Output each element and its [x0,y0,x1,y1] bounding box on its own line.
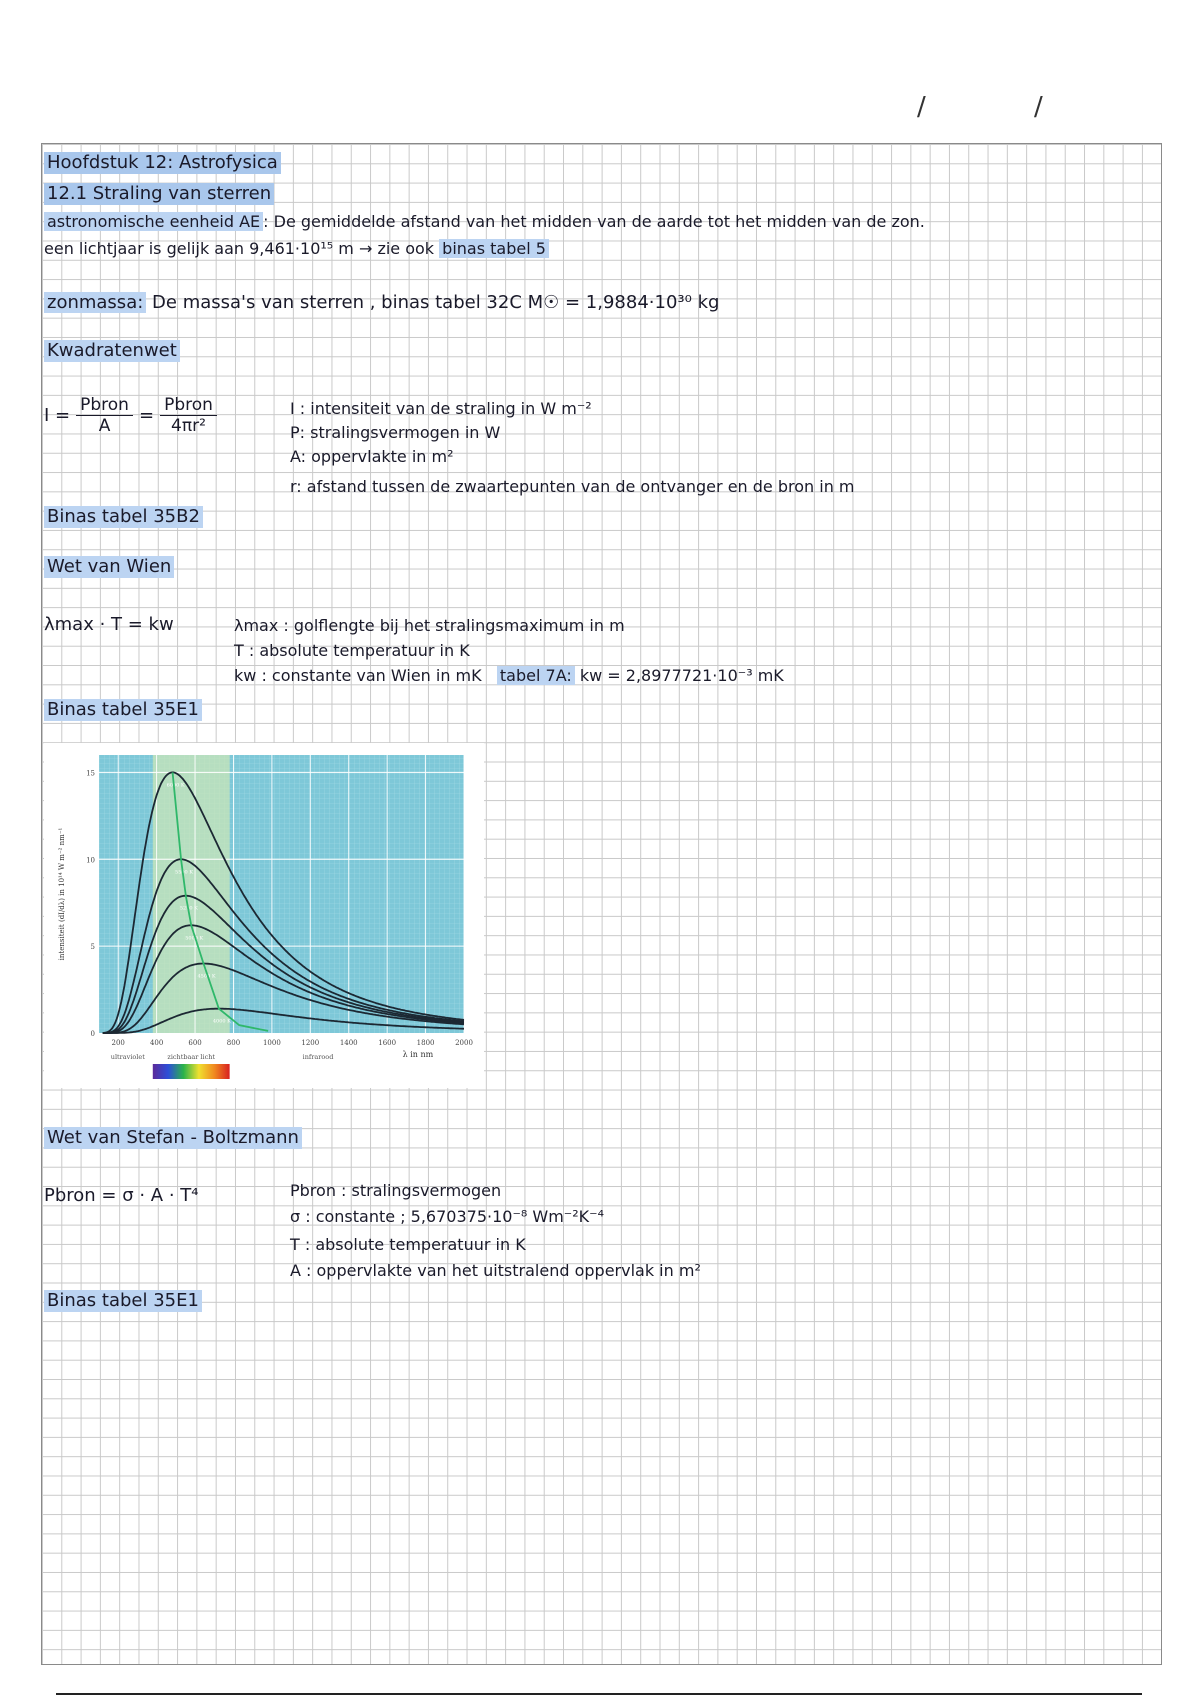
curve-label: 5500 K [175,869,194,876]
x-tick-label: 400 [149,1039,164,1047]
blackbody-chart [44,743,484,1088]
date-slash-2: / [1034,92,1043,122]
kwadraten-binas: Binas tabel 35B2 [44,506,203,528]
fraction-1-numerator: Pbron [76,395,133,416]
wien-legend-3-line [234,665,784,687]
y-tick-label: 10 [86,856,95,865]
fraction-2 [160,395,217,436]
x-tick-label: 2000 [455,1039,473,1047]
curve-label: 6000 K [166,782,185,789]
wien-legend-2: T : absolute temperatuur in K [234,641,470,660]
band-labels [111,1053,334,1061]
band-label: ultraviolet [110,1053,145,1061]
chapter-title: Hoofdstuk 12: Astrofysica [44,152,281,174]
wien-formula: λmax · T = kw [44,614,174,635]
x-tick-label: 800 [226,1039,241,1047]
fraction-2-numerator: Pbron [160,395,217,416]
zonmassa-term: zonmassa: [44,292,146,313]
x-tick-label: 1400 [339,1039,358,1047]
wien-legend-1: λmax : golflengte bij het stralingsmaximum in m [234,616,625,635]
spectrum-bar [153,1064,230,1079]
x-tick-label: 1800 [416,1039,435,1047]
zonmassa-line [44,292,719,314]
date-slash-1: / [917,92,926,122]
section-title: 12.1 Straling van sterren [44,183,274,205]
kwadratenwet-heading: Kwadratenwet [44,340,180,362]
wien-heading: Wet van Wien [44,556,174,578]
kwadraten-legend-1: I : intensiteit van de straling in W m⁻² [290,399,592,418]
ae-definition: : De gemiddelde afstand van het midden van de aarde tot het midden van de zon. [263,212,925,231]
band-label: infrarood [302,1053,334,1061]
band-label: zichtbaar licht [167,1053,216,1061]
fraction-2-denominator: 4πr² [171,416,206,436]
fraction-1-denominator: A [98,416,111,436]
y-ticks [86,769,95,1038]
wien-tabel-value: kw = 2,8977721·10⁻³ mK [579,666,784,685]
x-tick-label: 1200 [301,1039,320,1047]
y-tick-label: 15 [86,769,95,778]
stefan-legend-4: A : oppervlakte van het uitstralend oppervlak in m² [290,1261,701,1280]
formula-equals: = [138,405,155,426]
stefan-heading: Wet van Stefan - Boltzmann [44,1127,302,1149]
x-tick-label: 200 [111,1039,125,1047]
curve-label: 4000 K [212,1018,231,1025]
x-tick-label: 1000 [262,1039,281,1047]
kwadratenwet-formula [44,395,223,436]
stefan-binas: Binas tabel 35E1 [44,1290,202,1312]
lightyear-text: een lichtjaar is gelijk aan 9,461·10¹⁵ m → zie ook [44,239,435,258]
y-tick-label: 5 [90,943,95,952]
lightyear-ref: binas tabel 5 [439,239,549,258]
kwadraten-legend-2: P: stralingsvermogen in W [290,423,501,442]
zonmassa-text: De massa's van sterren , binas tabel 32C M☉ = 1,9884·10³⁰ kg [152,292,720,313]
kwadraten-legend-3: A: oppervlakte in m² [290,447,454,466]
wien-legend-3: kw : constante van Wien in mK [234,666,482,685]
stefan-formula: Pbron = σ · A · T⁴ [44,1185,199,1206]
wien-tabel-ref: tabel 7A: [497,666,575,685]
x-tick-label: 1600 [378,1039,397,1047]
formula-lhs: I = [44,405,71,426]
wien-binas: Binas tabel 35E1 [44,699,202,721]
stefan-legend-1: Pbron : stralingsvermogen [290,1181,502,1200]
blackbody-chart-svg [44,743,484,1088]
x-axis-label: λ in nm [402,1050,434,1059]
stefan-legend-2: σ : constante ; 5,670375·10⁻⁸ Wm⁻²K⁻⁴ [290,1207,605,1226]
curve-label: 5250 K [179,905,198,912]
x-tick-label: 600 [188,1039,202,1047]
curve-label: 4500 K [197,973,216,980]
ae-line [44,211,925,233]
lightyear-line [44,238,549,260]
stefan-legend-3: T : absolute temperatuur in K [290,1235,526,1254]
y-axis-label: intensiteit (dI/dλ) in 10¹⁴ W m⁻² nm⁻¹ [58,827,66,961]
y-tick-label: 0 [90,1030,95,1038]
x-ticks [112,1039,473,1047]
ae-term: astronomische eenheid AE [44,212,263,231]
fraction-1 [76,395,133,436]
curve-label: 5000 K [185,935,204,942]
kwadraten-legend-4: r: afstand tussen de zwaartepunten van de ontvanger en de bron in m [290,477,855,496]
bottom-rule [56,1693,1142,1695]
visible-band [153,755,230,1033]
